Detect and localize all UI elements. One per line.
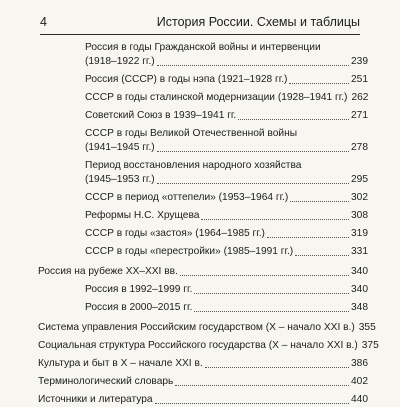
toc-entry-title: Социальная структура Российского государства (X – начало XXI в.)	[38, 340, 358, 351]
toc-entry-line	[38, 321, 376, 335]
toc-entry-line	[38, 375, 368, 389]
dot-leader	[157, 65, 349, 66]
toc-page-number: 331	[351, 246, 368, 257]
toc-entry	[38, 73, 368, 87]
toc-entry	[38, 245, 368, 259]
toc-entry-title: Советский Союз в 1939–1941 гг.	[85, 110, 237, 121]
toc-entry-title: СССР в годы сталинской модернизации (1928–1941 гг.)	[85, 92, 348, 103]
toc-entry-title: (1918–1922 гг.)	[85, 56, 155, 67]
toc-entry-title: Реформы Н.С. Хрущева	[85, 210, 200, 221]
toc-page-number: 402	[351, 376, 368, 387]
toc-page-number: 319	[351, 228, 368, 239]
toc-entry-line	[85, 141, 368, 155]
dot-leader	[194, 311, 349, 312]
toc-entry-line	[85, 245, 368, 259]
toc-entry-line	[85, 91, 368, 105]
toc-page-number: 375	[361, 340, 379, 351]
toc-entry-line	[85, 41, 368, 55]
toc-entry-title: (1945–1953 гг.)	[85, 174, 155, 185]
toc-entry	[38, 357, 368, 371]
toc-entry-title: Россия (СССР) в годы нэпа (1921–1928 гг.)	[85, 74, 288, 85]
page-header	[40, 14, 360, 34]
dot-leader	[157, 183, 349, 184]
toc-page-number: 348	[351, 302, 368, 313]
toc-page-number: 302	[351, 192, 368, 203]
toc-entry-title: Культура и быт в X – начале XXI в.	[38, 358, 203, 369]
dot-leader	[180, 275, 349, 276]
toc-entry-title: СССР в годы Великой Отечественной войны	[85, 128, 298, 139]
toc-page-number: 251	[351, 74, 368, 85]
running-title: История России. Схемы и таблицы	[156, 15, 360, 29]
toc-entry-title: Россия в 2000–2015 гг.	[85, 302, 193, 313]
toc-entry-line	[38, 339, 379, 353]
toc-entry-title: СССР в годы «застоя» (1964–1985 гг.)	[85, 228, 265, 239]
dot-leader	[267, 237, 349, 238]
toc-entry-line	[85, 159, 368, 173]
toc-entry	[38, 209, 368, 223]
toc-entry	[38, 393, 368, 407]
page-number: 4	[40, 15, 47, 29]
toc-entry	[38, 265, 368, 279]
toc-entry-title: Терминологический словарь	[38, 376, 174, 387]
toc-entry-line	[85, 55, 368, 69]
dot-leader	[175, 385, 349, 386]
toc-page-number: 340	[351, 284, 368, 295]
toc-entry-title: СССР в период «оттепели» (1953–1964 гг.)	[85, 192, 289, 203]
toc-page-number: 308	[351, 210, 368, 221]
toc-entry-line	[85, 109, 368, 123]
toc-page-number: 271	[351, 110, 368, 121]
toc-page-number: 239	[351, 56, 368, 67]
dot-leader	[289, 83, 349, 84]
toc-entry	[38, 301, 368, 315]
toc-entry-line	[38, 393, 368, 407]
toc-entry-line	[38, 265, 368, 279]
toc-entry-line	[85, 191, 368, 205]
dot-leader	[295, 255, 349, 256]
toc-page-number: 355	[358, 322, 376, 333]
toc-entry-line	[85, 73, 368, 87]
toc-entry-line	[85, 173, 368, 187]
toc-entry-title: Россия в 1992–1999 гг.	[85, 284, 193, 295]
dot-leader	[205, 367, 349, 368]
toc-entry-title: Период восстановления народного хозяйства	[85, 160, 302, 171]
toc-entry-line	[85, 301, 368, 315]
toc-page-number: 440	[351, 394, 368, 405]
toc-entry	[38, 91, 368, 105]
toc-entry	[38, 127, 368, 155]
toc-page-number: 340	[351, 266, 368, 277]
dot-leader	[201, 219, 349, 220]
toc-page-number: 262	[351, 92, 369, 103]
dot-leader	[290, 201, 349, 202]
toc-entry	[38, 375, 368, 389]
dot-leader	[157, 151, 349, 152]
toc-entry	[38, 159, 368, 187]
toc-entry-line	[85, 127, 368, 141]
toc-entry-line	[85, 227, 368, 241]
toc-entry	[38, 227, 368, 241]
toc-entry-title: Система управления Российским государством (X – начало XXI в.)	[38, 322, 355, 333]
toc-entry	[38, 191, 368, 205]
toc-page-number: 278	[351, 142, 368, 153]
dot-leader	[155, 403, 349, 404]
toc-entry-title: СССР в годы «перестройки» (1985–1991 гг.)	[85, 246, 294, 257]
toc-entry	[38, 283, 368, 297]
toc-entry-line	[38, 357, 368, 371]
dot-leader	[238, 119, 349, 120]
dot-leader	[194, 293, 349, 294]
toc-entry	[38, 339, 379, 353]
toc-entry-line	[85, 283, 368, 297]
toc-page-number: 386	[351, 358, 368, 369]
toc-entry-title: Россия на рубеже XX–XXI вв.	[38, 266, 178, 277]
toc-entry	[38, 321, 376, 335]
toc-page-number: 295	[351, 174, 368, 185]
toc-entry	[38, 109, 368, 123]
toc-entry-title: Источники и литература	[38, 394, 153, 405]
header-rule	[40, 34, 360, 35]
toc-entry-title: (1941–1945 гг.)	[85, 142, 155, 153]
toc-entry-line	[85, 209, 368, 223]
toc-entry-title: Россия в годы Гражданской войны и интервенции	[85, 42, 321, 53]
toc-entry	[38, 41, 368, 69]
table-of-contents	[38, 41, 379, 407]
